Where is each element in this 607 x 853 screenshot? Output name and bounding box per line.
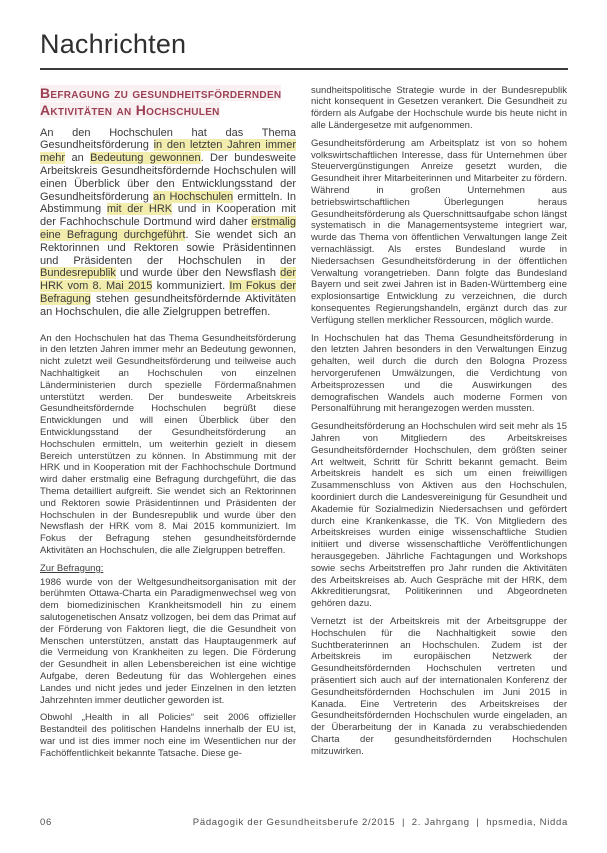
highlighted-text: der HRK vom 8. Mai 2015: [40, 267, 296, 293]
highlighted-text: Im Fokus der Befragung: [40, 280, 296, 306]
highlighted-text: erstmalig eine Befragung durchgeführt: [40, 216, 296, 242]
header-rule: [40, 68, 568, 70]
lead-paragraph: An den Hochschulen hat das Thema Gesundheitsförderung in den letzten Jahren immer mehr an Bedeutung gewonnen. Der bundesweite Arbeitskreis Gesundheitsfördernde Hochschulen will einen Überblick über den Entwicklungsstand der Gesundheitsförderung an Hochschulen ermitteln. In Abstimmung mit der HRK und in Kooperation mit der Fachhochschule Dortmund wird daher erstmalig eine Befragung durchgeführt. Sie wendet sich an Rektorinnen und Rektoren sowie Präsidentinnen und Präsidenten der Hochschulen in der Bundesrepublik und wurde über den Newsflash der HRK vom 8. Mai 2015 kommuniziert. Im Fokus der Befragung stehen gesundheitsfördernde Aktivitäten an Hochschulen, die alle Zielgruppen betreffen.: [40, 126, 297, 318]
left-column: [40, 85, 296, 766]
highlighted-text: mit der HRK: [106, 203, 173, 216]
page-footer: [40, 817, 568, 828]
page-number: 06: [40, 817, 52, 828]
paragraph: Vernetzt ist der Arbeitskreis mit der Arbeitsgruppe der Hochschulen für die Nachhaltigkeit sowie den Suchtberaterinnen an Hochschulen. Zudem ist der Arbeitskreis im europäischen Netzwerk der Gesundheitsfördernden Hochschulen vertreten und präsentiert sich auch auf der internationalen Konferenz der Gesundheitsfördernden Hochschulen im Juni 2015 in Kanada. Eine Vertreterin des Arbeitskreises der Gesundheitsfördernden Hochschulen wurde eingeladen, an der Überarbeitung der in Kanada zu verabschiedenden Charta der gesundheitsfördernden Hochschulen mitzuwirken.: [311, 615, 567, 757]
page-header: [40, 30, 568, 70]
paragraph: Gesundheitsförderung am Arbeitsplatz ist von so hohem volkswirtschaftlichen Interesse, dass für Unternehmen über Steuervergünstigungen Anreize gesetzt wurden, die Gesundheit ihrer Mitarbeiterinnen und Mitarbeiter zu fördern. Während in großen Unternehmen aus betriebswirtschaftlichen Überlegungen heraus Gesundheitsförderung als Querschnittsaufgabe schon längst systematisch in die Managementsysteme integriert war, wurde das Thema von öffentlichen Verwaltungen lange Zeit vernachlässigt. Als erstes Bundesland wurde in Niedersachsen Gesundheitsförderung in der öffentlichen Verwaltung vorangetrieben. Dann folgte das Bundesland Bayern und seit zwei Jahren ist in Baden-Württemberg eine explosionsartige Entwicklung zu verzeichnen, die durch konsequentes Regierungshandeln, ergänzt durch das zur Verfügung stellen merklicher Ressourcen, möglich wurde.: [311, 137, 567, 326]
section-subheading: Zur Befragung:: [40, 562, 104, 574]
article-heading-text: Befragung zu gesundheitsfördernden Aktivitäten an Hochschulen: [40, 84, 282, 119]
paragraph: Obwohl „Health in all Policies“ seit 2006 offizieller Bestandteil des politischen Handelns innerhalb der EU ist, war und ist dies immer noch eine im Wesentlichen nur der Fachöffentlichkeit bekannte Tatsache. Diese ge-: [40, 712, 296, 759]
paragraph: In Hochschulen hat das Thema Gesundheitsförderung in den letzten Jahren besonders in den Verwaltungen Einzug gehalten, weil durch die durch den Bologna Prozess hervorgerufenen Umwälzungen, die Verdichtung von Arbeitsprozessen und die Auswirkungen des demografischen Wandels auch moderne Formen von Personalführung mit herangezogen werden mussten.: [311, 332, 567, 415]
journal-info: Pädagogik der Gesundheitsberufe 2/2015 | 2. Jahrgang | hpsmedia, Nidda: [192, 817, 568, 828]
paragraph: 1986 wurde von der Weltgesundheitsorganisation mit der berühmten Ottawa-Charta ein Paradigmenwechsel weg von dem biomedizinischen Krankheitsmodell hin zu einem salutogenetischen Ansatz vollzogen, bei dem das Primat auf der Förderung von Faktoren liegt, die die Gesundheit von Menschen unterstützen, anstatt das Hauptaugenmerk auf die Vermeidung von Krankheiten zu legen. Die Förderung der Gesundheit in allen Lebensbereichen ist eine wichtige Aufgabe, deren Bedeutung für das Wohlergehen eines Landes und nicht jedes und jeder Einzelnen in den letzten Jahrzehnten immer deutlicher geworden ist.: [40, 576, 296, 706]
highlighted-text: Bedeutung gewonnen: [90, 152, 201, 165]
paragraph: An den Hochschulen hat das Thema Gesundheitsförderung in den letzten Jahren immer mehr an Bedeutung gewonnen, nicht zuletzt weil Gesundheitsförderung und teilweise auch Nachhaltigkeit an Hochschulen von einzelnen Länderministerien durch spezielle Fördermaßnahmen unterstützt werden. Der bundesweite Arbeitskreis Gesundheitsfördernde Hochschulen begrüßt diese Entwicklungen und will einen Überblick über den Entwicklungsstand der Gesundheitsförderung an Hochschulen ermitteln, um weiterhin gezielt in diesem Bereich unterstützen zu können. In Abstimmung mit der HRK und in Kooperation mit der Fachhochschule Dortmund wird daher erstmalig eine Befragung durchgeführt, die das Thema detailliert aufgreift. Sie wendet sich an Rektorinnen und Rektoren sowie Präsidentinnen und Präsidenten der Hochschulen in der Bundesrepublik und wurde über den Newsflash der HRK vom 8. Mai 2015 kommuniziert. Im Fokus der Befragung stehen gesundheitsfördernde Aktivitäten an Hochschulen, die alle Zielgruppen betreffen.: [40, 332, 296, 556]
highlighted-text: Bundesrepublik: [40, 267, 116, 280]
paragraph: Gesundheitsförderung an Hochschulen wird seit mehr als 15 Jahren von Mitgliedern des Arbeitskreises Gesundheitsfördernder Hochschulen, dem größten seiner Art weltweit, Schritt für Schritt bekannt gemacht. Beim Arbeitskreis handelt es sich um einen freiwilligen Zusammenschluss von Aktiven aus den Hochschulen, koordiniert durch die Landesvereinigung für Gesundheit und Akademie für Sozialmedizin Niedersachsen und gefördert durch eine Krankenkasse, die TK. Von Mitgliedern des Arbeitskreises wurden einige wissenschaftliche Studien initiiert und diverse wissenschaftliche Veröffentlichungen herausgegeben. Jährliche Fachtagungen und Workshops sowie sechs Arbeitstreffen pro Jahr runden die Aktivitäten des Arbeitskreises ab. Auch Gespräche mit der HRK, dem Akkreditierungsrat, Politikerinnen und Abgeordneten gehören dazu.: [311, 421, 567, 610]
highlighted-text: an Hochschulen: [153, 190, 234, 203]
article-columns: [40, 85, 568, 766]
page-title: Nachrichten: [40, 29, 187, 59]
paragraph: sundheitspolitische Strategie wurde in der Bundesrepublik nicht konsequent in Gesetzen verankert. Die Gesundheit zu fördern als Aufgabe der Hochschule wurde bis heute nicht in alle Ländergesetze mit aufgenommen.: [311, 84, 567, 132]
article-heading: [40, 85, 296, 120]
right-column: [311, 85, 567, 766]
highlighted-text: in den letzten Jahren immer mehr: [40, 139, 296, 165]
